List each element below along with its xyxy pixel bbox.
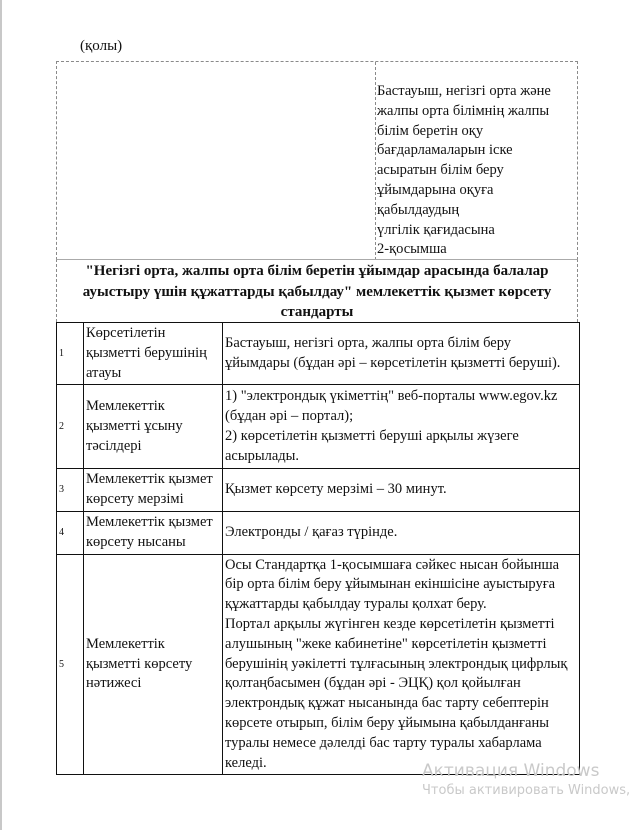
table-row [57, 554, 580, 775]
row-number: 1 [57, 323, 84, 385]
standard-table [56, 322, 580, 775]
row-number: 5 [57, 554, 84, 775]
row-label: Мемлекеттік қызмет көрсету нысаны [84, 511, 223, 554]
row-value [223, 554, 580, 775]
row-number: 2 [57, 385, 84, 469]
row-value: Бастауыш, негізгі орта, жалпы орта білім беру ұйымдары (бұдан әрі – көрсетілетін қызметті беруші). [223, 323, 580, 385]
windows-activation-watermark [422, 761, 630, 798]
value-line: Портал арқылы жүгінген кезде көрсетілетін қызметті алушының "жеке кабинетіне" көрсетілетін қызметті берушінің уәкілетті тұлғасының электрондық цифрлық қолтаңбасымен (бұдан әрі - ЭЦҚ) қол қойылған электрондық құжат нысанында бас тарту себептерін көрсете отырып, білім беру ұйымына қабылданғаны туралы немесе дәлелді бас тарту туралы хабарлама келеді. [225, 615, 568, 771]
row-number: 4 [57, 511, 84, 554]
standard-title: "Негізгі орта, жалпы орта білім беретін ұйымдар арасында балалар ауыстыру үшін құжаттарды қабылдау" мемлекеттік қызмет көрсету стандарты [56, 259, 578, 322]
table-row [57, 469, 580, 512]
row-value [223, 385, 580, 469]
annex-line: қабылдаудың [377, 201, 460, 218]
value-line: Осы Стандартқа 1-қосымшаға сәйкес нысан бойынша бір орта білім беру ұйымынан екіншісіне ауыстыруға құжаттарды қабылдау туралы қолхат беру. [225, 556, 560, 613]
annex-line: Бастауыш, негізгі орта және [377, 83, 551, 99]
annex-header-box [56, 61, 578, 260]
annex-line: үлгілік қағидасына [377, 221, 495, 238]
watermark-subtitle: Чтобы активировать Windows, [422, 783, 631, 798]
value-line: 1) "электрондық үкіметтің" веб-порталы www.egov.kz (бұдан әрі – портал); [225, 388, 558, 425]
annex-line: жалпы орта білімнің жалпы [377, 102, 550, 119]
row-label: Мемлекеттік қызметті көрсету нәтижесі [84, 554, 223, 775]
annex-text [377, 82, 572, 260]
row-label: Мемлекеттік қызметті ұсыну тәсілдері [84, 385, 223, 469]
row-value: Электронды / қағаз түрінде. [223, 511, 580, 554]
annex-line: 2-қосымша [377, 241, 447, 258]
annex-line: білім беретін оқу [377, 122, 484, 139]
window-left-edge [0, 0, 2, 830]
annex-line: ұйымдарына оқуға [377, 181, 494, 198]
row-label: Көрсетілетін қызметті берушінің атауы [84, 323, 223, 385]
table-row [57, 385, 580, 469]
annex-line: бағдарламаларын іске [377, 142, 513, 159]
annex-divider [375, 62, 376, 260]
annex-line: асыратын білім беру [377, 162, 504, 179]
table-row [57, 323, 580, 385]
row-number: 3 [57, 469, 84, 512]
signature-label: (қолы) [80, 38, 123, 54]
table-row [57, 511, 580, 554]
value-line: 2) көрсетілетін қызметті беруші арқылы жүзеге асырылады. [225, 427, 519, 464]
row-label: Мемлекеттік қызмет көрсету мерзімі [84, 469, 223, 512]
watermark-title: Активация Windows [422, 761, 600, 781]
row-value: Қызмет көрсету мерзімі – 30 минут. [223, 469, 580, 512]
